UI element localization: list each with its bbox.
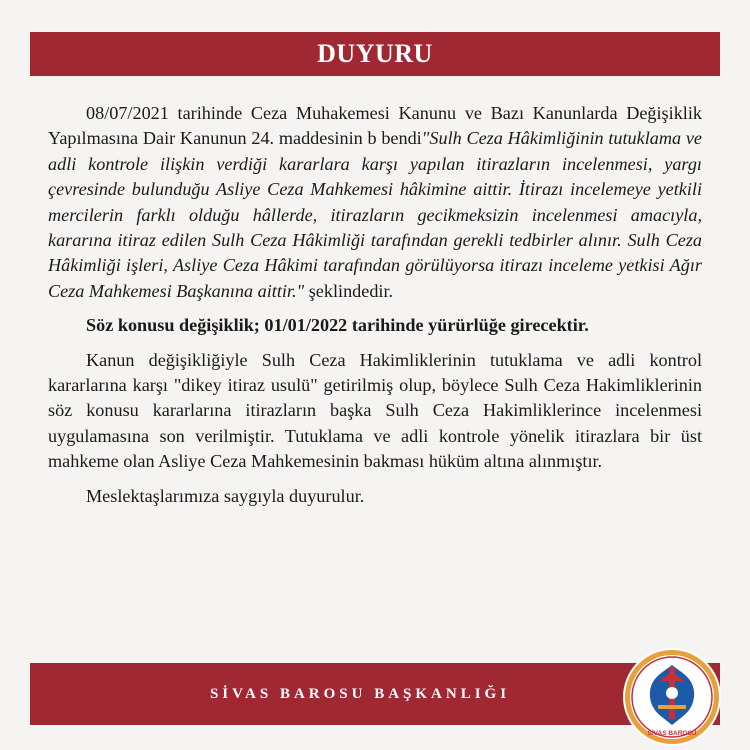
law-reference-lead: 08/07/2021 tarihinde Ceza Muhakemesi Kanunu ve Bazı Kanunlarda Değişiklik Yapılmasına Dair Kanunun 24. maddesinin b bendi <box>48 103 702 149</box>
header-banner <box>30 32 720 76</box>
paragraph-law-reference <box>48 101 702 304</box>
footer-banner <box>30 663 720 725</box>
paragraph-explanation: Kanun değişikliğiyle Sulh Ceza Hakimliklerinin tutuklama ve adli kontrol kararlarına karşı "dikey itiraz usulü" getirilmiş olup, böylece Sulh Ceza Hakimliklerinin söz konusu kararlarına itirazların başka Sulh Ceza Hakimliklerince incelenmesi uygulamasına son verilmiştir. Tutuklama ve adli kontrole yönelik itirazlara bir üst mahkeme olan Asliye Ceza Mahkemesinin bakması hüküm altına alınmıştır. <box>48 349 702 472</box>
bar-association-seal-icon <box>622 647 722 747</box>
seal-label: SİVAS BAROSU <box>647 730 697 737</box>
paragraph-closing: Meslektaşlarımıza saygıyla duyurulur. <box>86 485 365 506</box>
paragraph-effective-date: Söz konusu değişiklik; 01/01/2022 tarihinde yürürlüğe girecektir. <box>86 315 589 336</box>
footer-signature: SİVAS BAROSU BAŞKANLIĞI <box>209 685 511 702</box>
law-reference-tail: şeklindedir. <box>304 280 394 301</box>
law-quote: "Sulh Ceza Hâkimliğinin tutuklama ve adli kontrole ilişkin verdiği kararlara karşı yapılan itirazların incelenmesi, yargı çevresinde bulunduğu Asliye Ceza Mahkemesi hâkimine aittir. İtirazı incelemeye yetkili mercilerin farklı olduğu hâllerde, itirazların gecikmeksizin incelenmesi amacıyla, kararına itiraz edilen Sulh Ceza Hâkimliği tarafından gerekli tedbirler alınır. Sulh Ceza Hâkimliği işleri, Asliye Ceza Hâkimi tarafından görülüyorsa itirazı inceleme yetkisi Ağır Ceza Mahkemesi Başkanına aittir." <box>48 128 703 301</box>
announcement-body <box>48 101 702 509</box>
page-title: DUYURU <box>317 39 433 68</box>
